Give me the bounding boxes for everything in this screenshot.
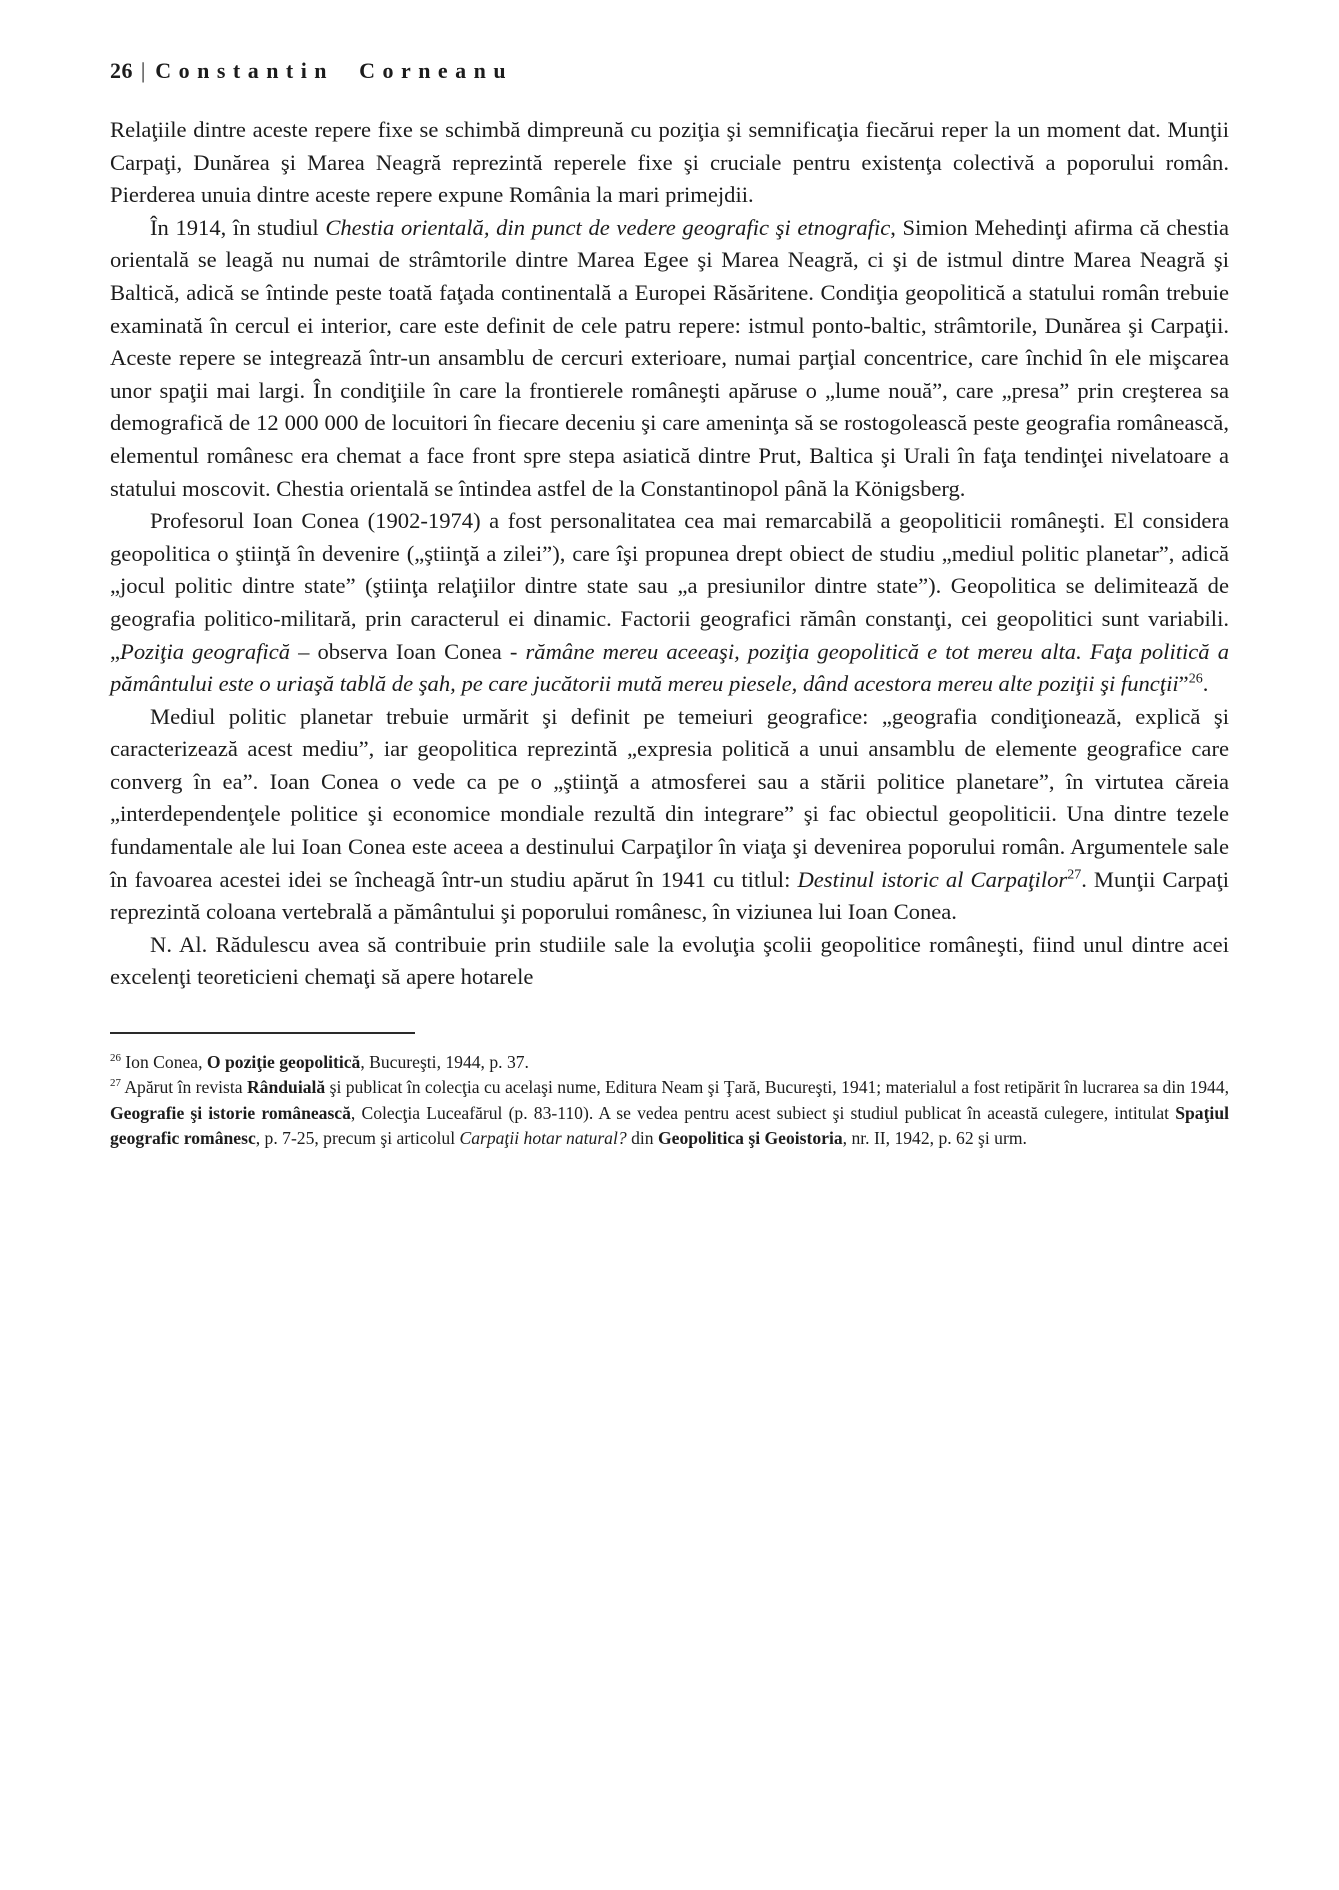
page-body [110,114,1229,994]
text-run: Destinul istoric al Carpaţilor [797,866,1068,892]
footnote [110,1075,1229,1151]
text-run: . Munţii Carpaţi reprezintă coloana vertebrală a pământului şi poporului românesc, în viziunea lui Ioan Conea. [110,866,1230,925]
text-run: şi publicat în colecţia cu acelaşi nume, Editura Neam şi Ţară, Bucureşti, 1941; materialul a fost retipărit în lucrarea sa din 1944, [325,1077,1230,1098]
body-paragraph [110,701,1229,929]
footnote-marker: 27 [110,1077,121,1090]
header-separator: | [140,58,146,83]
text-run: , Colecţia Luceafărul (p. 83-110). A se vedea pentru acest subiect şi studiul publicat în această culegere, intitulat [350,1102,1176,1123]
running-head-author: Constantin Corneanu [155,58,514,83]
text-run: N. Al. Rădulescu avea să contribuie prin studiile sale la evoluţia şcolii geopolitice româneşti, fiind unul dintre acei excelenţi teoreticieni chemaţi să apere hotarele [110,931,1229,990]
body-paragraph [110,114,1229,212]
text-run: – observa Ioan Conea - [290,638,526,664]
text-run: Rânduială [246,1077,326,1098]
text-run: Ion Conea, [120,1052,207,1073]
page-number: 26 [110,58,133,83]
footnote [110,1050,1229,1075]
text-run: Relaţiile dintre aceste repere fixe se schimbă dimpreună cu poziţia şi semnificaţia fiecărui reper la un moment dat. Munţii Carpaţi, Dunărea şi Marea Neagră reprezintă reperele fixe şi cruciale pentru existenţa colectivă a poporului român. Pierderea unuia dintre aceste repere expune România la mari primejdii. [110,117,1229,208]
footnote-marker: 26 [110,1052,121,1065]
footnote-reference: 27 [1067,867,1082,883]
text-run: Geografie şi istorie românească [110,1102,351,1123]
text-run: Profesorul Ioan Conea (1902-1974) a fost personalitatea cea mai remarcabilă a geopoliticii româneşti. El considera geopolitica o ştiinţă în devenire („ştiinţă a zilei”), care îşi propunea drept obiect de studiu „mediul politic planetar”, adică „jocul politic dintre state” (ştiinţa relaţiilor dintre state sau „a presiunilor dintre state”). Geopolitica se delimitează de geografia politico-militară, prin caracterul ei dinamic. Factorii geografici rămân constanţi, cei geopolitici sunt variabili. „ [110,508,1229,664]
text-run: , Simion Mehedinţi afirma că chestia orientală se leagă nu numai de strâmtorile dintre Marea Egee şi Marea Neagră, ci şi de istmul dintre Marea Neagră şi Baltică, adică se întinde peste toată faţada continentală a Europei Răsăritene. Condiţia geopolitică a statului român trebuie examinată în cercul ei interior, care este definit de cele patru repere: istmul ponto-baltic, strâmtorile, Dunărea şi Carpaţii. Aceste repere se integrează într-un ansamblu de cercuri exterioare, numai parţial concentrice, care închid în ele mişcarea unor spaţii mai largi. În condiţiile în care la frontierele româneşti apăruse o „lume nouă”, care „presa” prin creşterea sa demografică de 12 000 000 de locuitori în fiecare deceniu şi care ameninţa să se rostogolească peste geografia românească, elementul românesc era chemat a face front spre stepa asiatică dintre Prut, Baltica şi Urali în faţa tendinţei nivelatoare a statului moscovit. Chestia orientală se întindea astfel de la Constantinopol până la Königsberg. [110,214,1229,501]
text-run: În 1914, în studiul [150,214,326,240]
text-run: Geopolitica şi Geoistoria [657,1128,843,1149]
text-run: Apărut în revista [120,1077,247,1098]
text-run: ” [1178,671,1189,697]
footnote-separator [110,1032,415,1034]
running-head [110,58,1229,84]
text-run: . [1202,671,1209,697]
text-run: O poziţie geopolitică [206,1052,361,1073]
text-run: Mediul politic planetar trebuie urmărit şi definit pe temeiuri geografice: „geografia condiţionează, explică şi caracterizează acest mediu”, iar geopolitica reprezintă „expresia politică a unui ansamblu de elemente geografice care converg în ea”. Ioan Conea o vede ca pe o „ştiinţă a atmosferei sau a stării politice planetare”, în virtutea căreia „interdependenţele politice şi economice mondiale rezultă din integrare” şi fac obiectul geopoliticii. Una dintre tezele fundamentale ale lui Ioan Conea este aceea a destinului Carpaţilor în viaţa şi devenirea poporului român. Argumentele sale în favoarea acestei idei se încheagă într-un studiu apărut în 1941 cu titlul: [110,703,1229,892]
body-paragraph [110,929,1229,994]
body-paragraph [110,212,1229,505]
text-run: rămâne mereu aceeaşi, poziţia geopolitică e tot mereu alta. Faţa politică a pământului este o uriaşă tablă de şah, pe care jucătorii mută mereu piesele, dând acestora mereu alte poziţii şi funcţii [110,638,1229,697]
text-run: Spaţiul geografic românesc [110,1102,1229,1149]
footnotes-section [110,1050,1229,1152]
footnote-reference: 26 [1188,671,1203,687]
text-run: din [626,1128,658,1149]
body-paragraph [110,505,1229,701]
text-run: , nr. II, 1942, p. 62 şi urm. [842,1128,1027,1149]
text-run: Carpaţii hotar natural? [459,1128,627,1149]
text-run: Poziţia geografică [120,638,291,664]
text-run: , p. 7-25, precum şi articolul [255,1128,460,1149]
text-run: , Bucureşti, 1944, p. 37. [360,1052,529,1073]
text-run: Chestia orientală, din punct de vedere geografic şi etnografic [325,214,891,240]
